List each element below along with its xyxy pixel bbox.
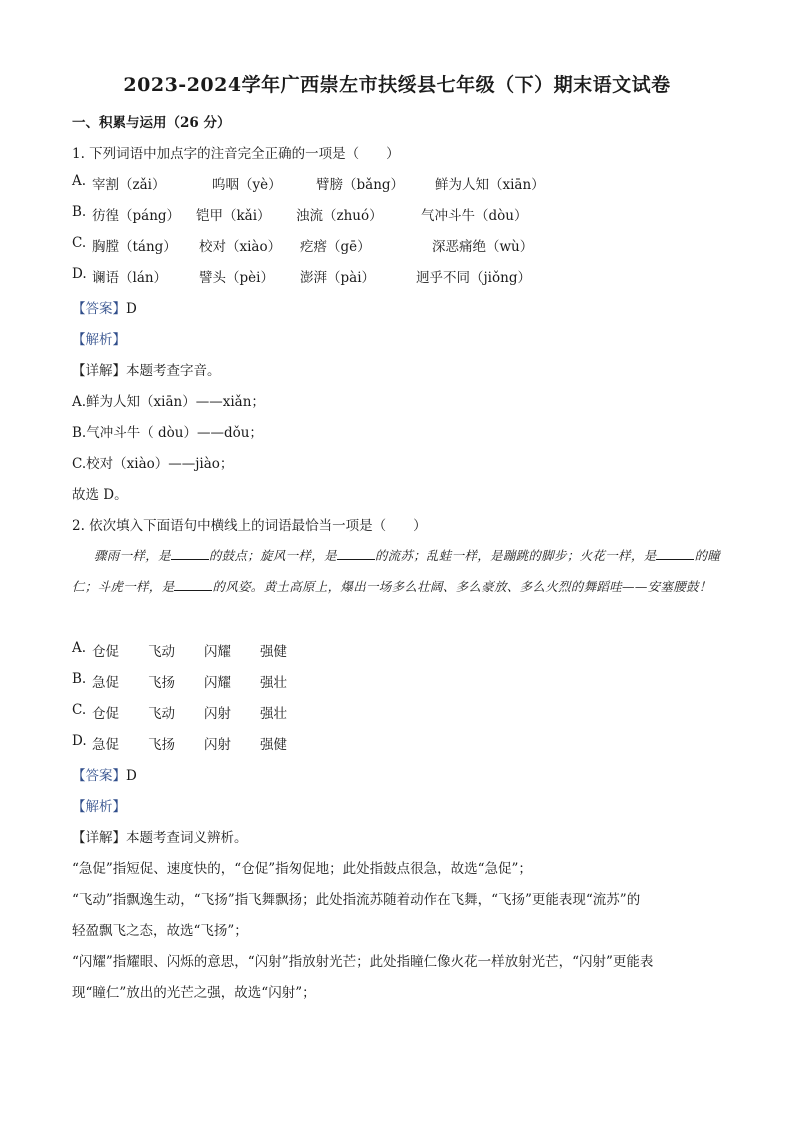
q2-option-d-item: 闪射 [204,737,231,753]
q1-option-a-label: A. [72,173,87,189]
q2-note: 轻盈飘飞之态，故选“飞扬”； [72,923,248,939]
q1-option-a-item: 宰割（zǎi） [92,177,166,193]
page-title: 2023-2024学年广西崇左市扶绥县七年级（下）期末语文试卷 [123,74,671,96]
q2-option-b-item: 飞扬 [148,675,175,691]
q2-option-c-label: C. [72,702,87,718]
q1-option-c-item: 深恶痛绝（wù） [432,239,534,255]
q2-option-a-item: 飞动 [148,644,175,660]
q2-note: 现“瞳仁”放出的光芒之强，故选“闪射”； [72,985,316,1001]
q1-option-a-item: 呜咽（yè） [212,177,282,193]
q1-option-b-item: 气冲斗牛（dòu） [421,208,528,224]
q2-option-c-item: 强壮 [260,706,287,722]
q1-conclusion: 故选 D。 [72,487,128,503]
q2-analysis-tag: 【解析】 [72,799,126,815]
q1-option-b-label: B. [72,204,87,220]
passage-text: 的风姿。黄土高原上，爆出一场多么壮阔、多么豪放、多么火烈的舞蹈 [212,579,610,594]
q1-option-c-item: 疙瘩（gē） [300,239,371,255]
q2-option-b-item: 强壮 [260,675,287,691]
fill-blank [656,547,694,560]
answer-value: D [126,301,137,317]
q2-option-a-item: 仓促 [92,644,119,660]
q2-answer [72,764,137,784]
q1-option-c-item: 胸膛（táng） [92,239,177,255]
q1-option-d-item: 谰语（lán） [92,270,168,286]
q2-option-a-item: 闪耀 [204,644,231,660]
fill-blank [171,547,209,560]
q1-option-a-item: 臂膀（bǎng） [316,177,405,193]
answer-tag: 【答案】 [72,768,126,784]
q1-option-c-label: C. [72,235,87,251]
detail-tag: 【详解】 [72,363,126,379]
detail-text: 本题考查字音。 [126,363,221,379]
q1-note: C.校对（xiào）——jiào； [72,456,234,472]
q2-passage [72,540,724,602]
q2-option-c-item: 飞动 [148,706,175,722]
q1-option-b-item: 浊流（zhuó） [296,208,383,224]
q1-answer [72,297,137,317]
q2-option-b-item: 闪耀 [204,675,231,691]
q1-note: A.鲜为人知（xiān）——xiǎn； [72,394,265,410]
q1-option-d-item: 澎湃（pài） [300,270,376,286]
q1-detail [72,359,221,379]
passage-text: 哇——安塞腰鼓！ [609,579,712,594]
q1-option-b-item: 彷徨（páng） [92,208,181,224]
q2-note: “急促”指短促、速度快的，“仓促”指匆促地；此处指鼓点很急，故选“急促”； [72,861,532,877]
fill-blank [174,578,212,591]
q2-note: “飞动”指飘逸生动，“飞扬”指飞舞飘扬；此处指流苏随着动作在飞舞，“飞扬”更能表现“流苏”的 [72,892,641,908]
q2-option-d-item: 急促 [92,737,119,753]
section-heading: 一、积累与运用（26 分） [72,115,231,131]
q2-option-c-item: 闪射 [204,706,231,722]
q1-note: B.气冲斗牛（ dòu）——dǒu； [72,425,263,441]
q2-option-a-item: 强健 [260,644,287,660]
q1-analysis-tag: 【解析】 [72,332,126,348]
q1-option-c-item: 校对（xiào） [199,239,282,255]
passage-text: 的鼓点；旋风一样，是 [208,548,337,563]
q1-option-d-item: 譬头（pèi） [199,270,274,286]
passage-text: 的瞳仁；斗虎一样，是 [72,548,721,594]
q2-stem: 2. 依次填入下面语句中横线上的词语最恰当一项是（ ） [72,518,427,534]
q1-option-b-item: 铠甲（kǎi） [196,208,271,224]
q2-option-b-item: 急促 [92,675,119,691]
q2-option-c-item: 仓促 [92,706,119,722]
q2-option-b-label: B. [72,671,87,687]
q1-option-d-item: 迥乎不同（jiǒng） [416,270,531,286]
answer-tag: 【答案】 [72,301,126,317]
q2-note: “闪耀”指耀眼、闪烁的意思，“闪射”指放射光芒；此处指瞳仁像火花一样放射光芒，“闪射”更能表 [72,954,654,970]
fill-blank [337,547,375,560]
q1-option-a-item: 鲜为人知（xiān） [435,177,545,193]
passage-text: 骤雨一样，是 [94,548,171,563]
passage-text: 的流苏；乱蛙一样，是蹦跳的脚步；火花一样，是 [374,548,657,563]
q1-stem: 1. 下列词语中加点字的注音完全正确的一项是（ ） [72,146,400,162]
q2-option-d-item: 飞扬 [148,737,175,753]
detail-tag: 【详解】 [72,830,126,846]
q2-option-a-label: A. [72,640,87,656]
q1-option-d-label: D. [72,266,87,282]
q2-option-d-label: D. [72,733,87,749]
answer-value: D [126,768,137,784]
q2-detail [72,826,248,846]
detail-text: 本题考查词义辨析。 [126,830,248,846]
q2-option-d-item: 强健 [260,737,287,753]
